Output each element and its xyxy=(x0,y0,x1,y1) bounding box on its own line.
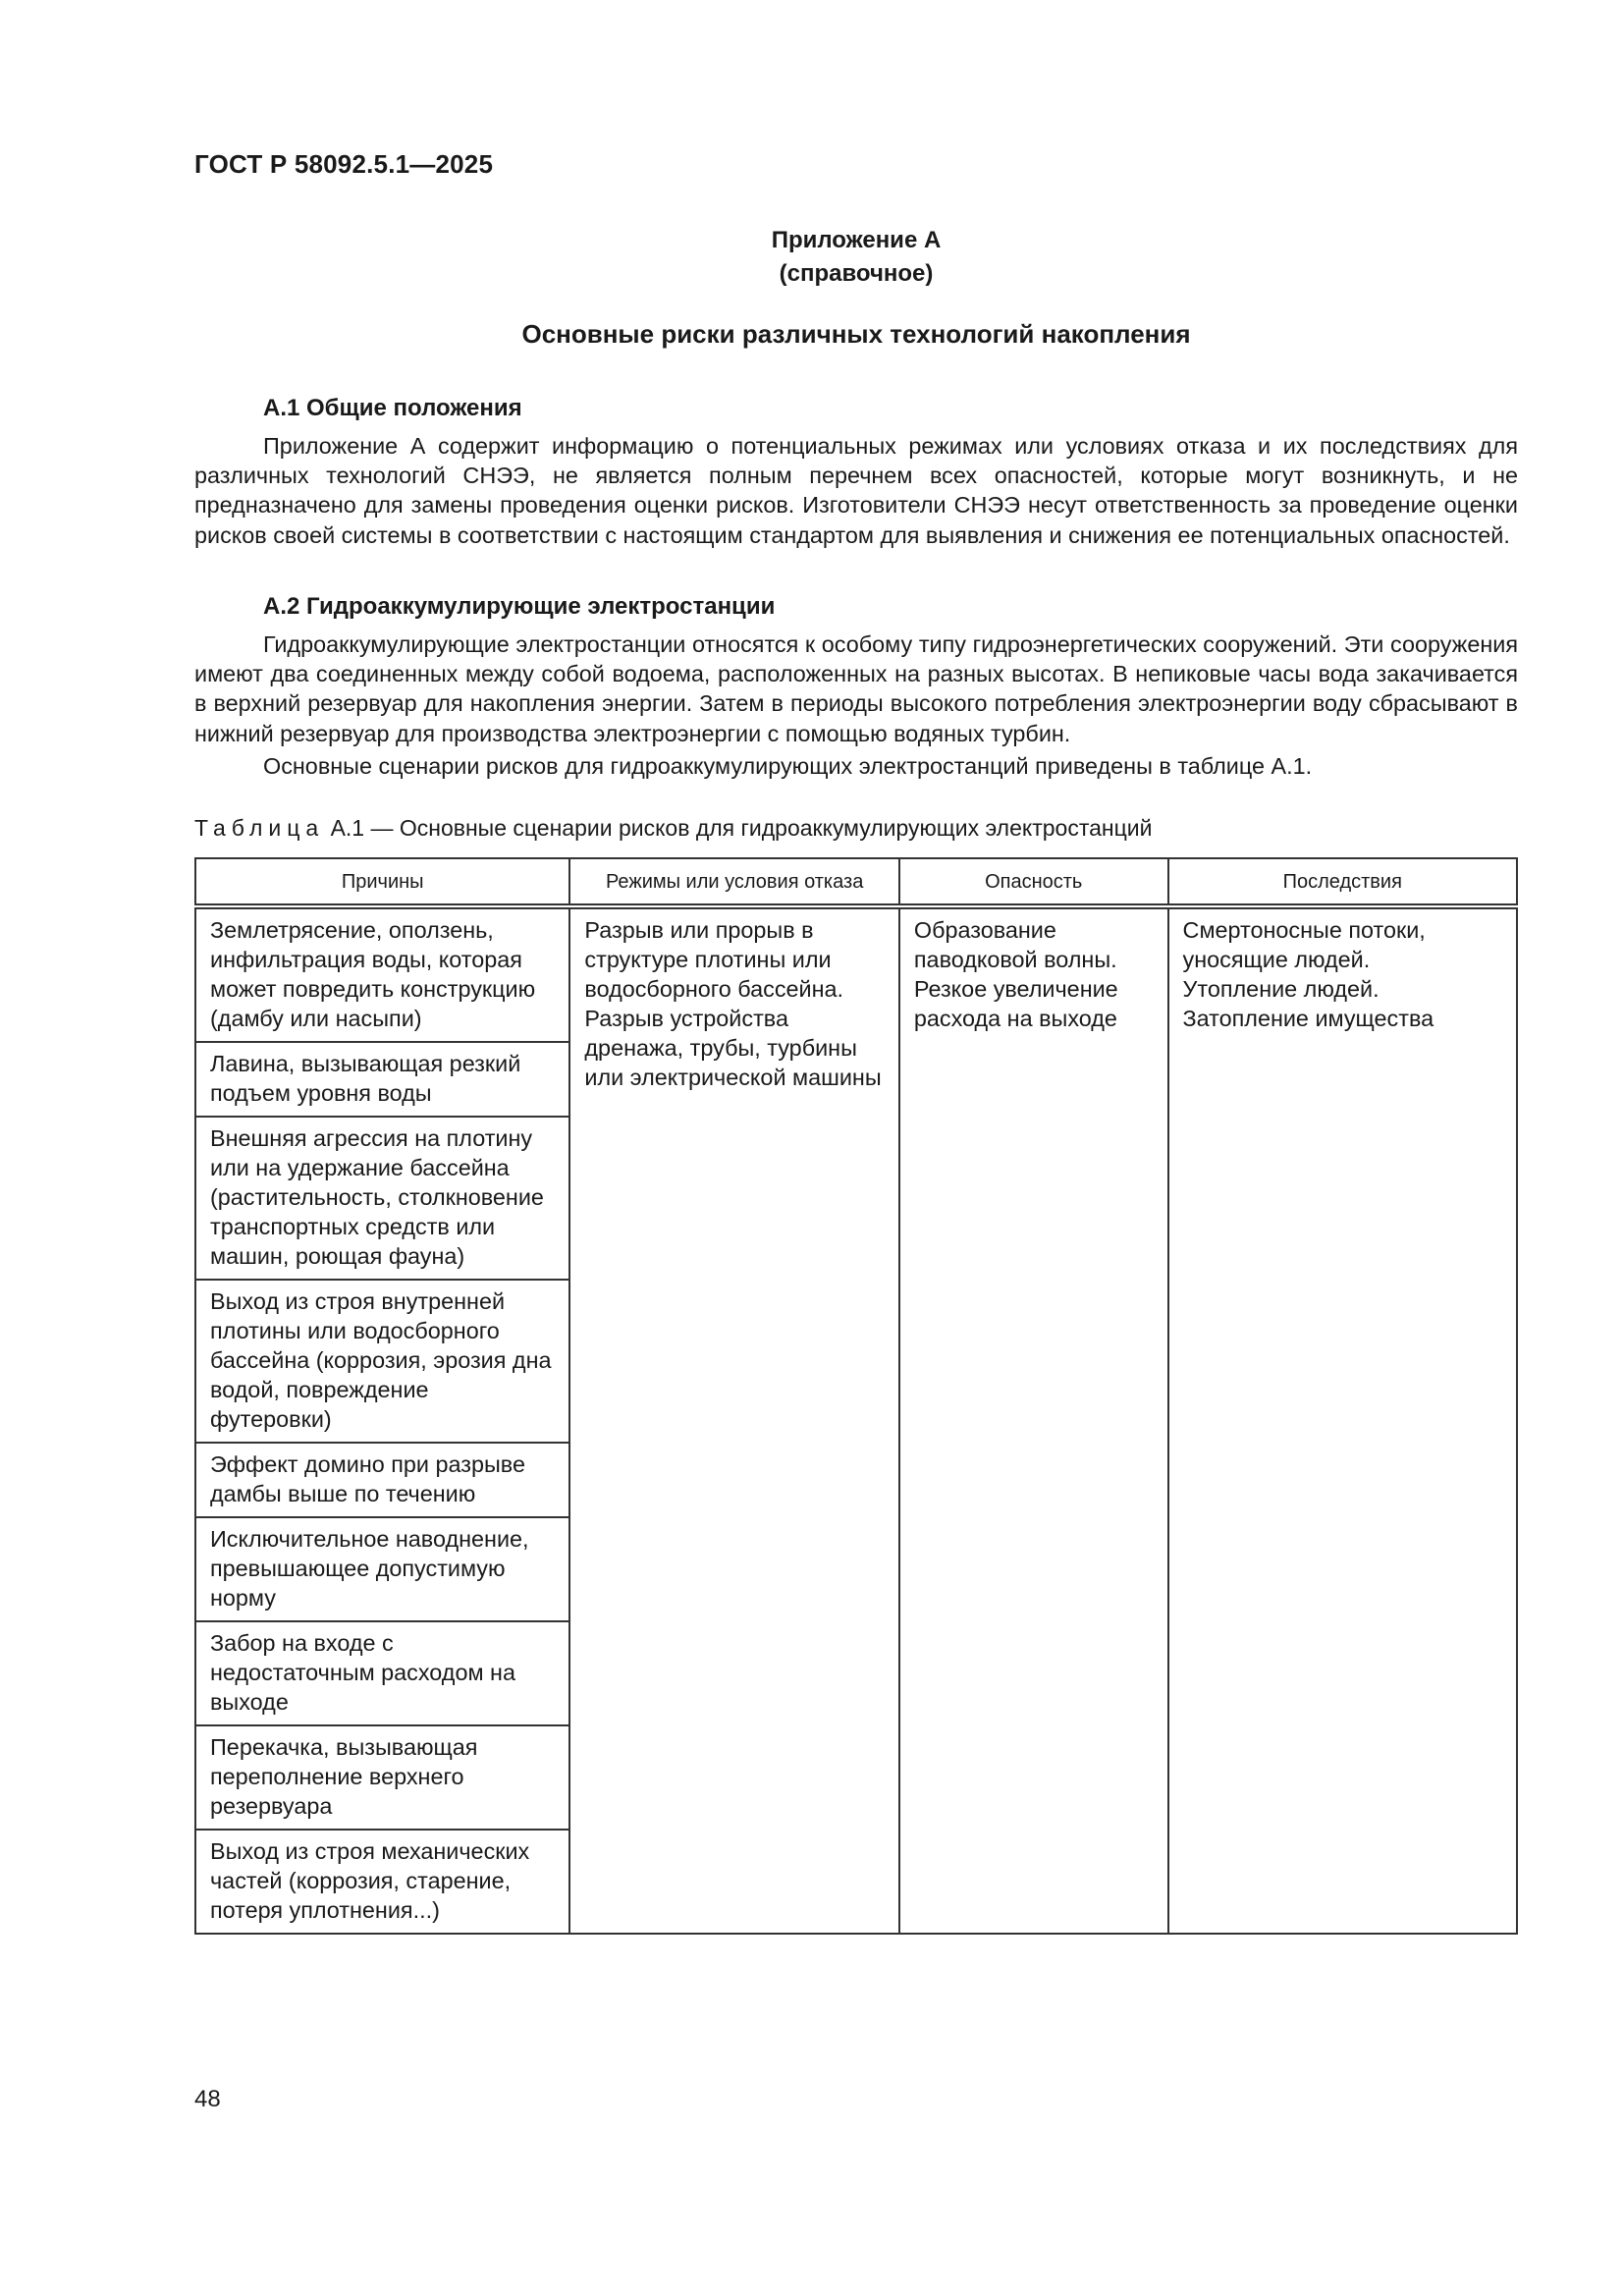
failure-mode-item: Разрыв устройства дренажа, трубы, турбины или электрической машины xyxy=(584,1006,882,1090)
cause-cell: Выход из строя внутренней плотины или водосборного бассейна (коррозия, эрозия дна водой, повреждение футеровки) xyxy=(195,1280,569,1443)
failure-mode-item: Разрыв или прорыв в структуре плотины или водосборного бассейна. xyxy=(584,917,844,1002)
appendix-heading xyxy=(194,224,1518,291)
section-heading-a2: А.2 Гидроаккумулирующие электростанции xyxy=(263,593,776,620)
table-caption xyxy=(194,815,1152,842)
consequence-item: Утопление людей. xyxy=(1182,976,1380,1002)
section-a1-paragraph: Приложение А содержит информацию о потенциальных режимах или условиях отказа и их последствиях для различных технологий СНЭЭ, не является полным перечнем всех опасностей, которые могут возникнуть, и не предназначено для замены проведения оценки рисков. Изготовители СНЭЭ несут ответственность за проведение оценки рисков своей системы в соответствии с настоящим стандартом для выявления и снижения ее потенциальных опасностей. xyxy=(194,433,1518,548)
cause-cell: Забор на входе с недостаточным расходом на выходе xyxy=(195,1621,569,1725)
table-caption-text: А.1 — Основные сценарии рисков для гидроаккумулирующих электростанций xyxy=(324,815,1153,841)
cause-cell: Выход из строя механических частей (коррозия, старение, потеря уплотнения...) xyxy=(195,1830,569,1934)
column-header-failure-modes: Режимы или условия отказа xyxy=(569,858,898,906)
hazard-item: Резкое увеличение расхода на выходе xyxy=(913,976,1118,1031)
cause-cell: Лавина, вызывающая резкий подъем уровня воды xyxy=(195,1042,569,1117)
hazard-cell xyxy=(899,906,1168,1934)
column-header-causes: Причины xyxy=(195,858,569,906)
column-header-consequences: Последствия xyxy=(1168,858,1517,906)
appendix-subtitle: (справочное) xyxy=(779,260,934,287)
cause-cell: Перекачка, вызывающая переполнение верхнего резервуара xyxy=(195,1725,569,1830)
failure-modes-cell xyxy=(569,906,898,1934)
section-a2-paragraph-2: Основные сценарии рисков для гидроаккумулирующих электростанций приведены в таблице А.1. xyxy=(263,753,1313,779)
risk-scenarios-table xyxy=(194,857,1518,1935)
cause-cell: Землетрясение, оползень, инфильтрация воды, которая может повредить конструкцию (дамбу или насыпи) xyxy=(195,906,569,1042)
table-header-row xyxy=(195,858,1517,906)
table-row xyxy=(195,906,1517,1042)
consequences-cell xyxy=(1168,906,1517,1934)
cause-cell: Исключительное наводнение, превышающее допустимую норму xyxy=(195,1517,569,1621)
table-caption-label: Таблица xyxy=(194,815,325,841)
cause-cell: Эффект домино при разрыве дамбы выше по течению xyxy=(195,1443,569,1517)
page-number: 48 xyxy=(194,2086,221,2112)
hazard-item: Образование паводковой волны. xyxy=(913,917,1117,972)
consequence-item: Затопление имущества xyxy=(1182,1006,1434,1031)
appendix-title: Приложение А xyxy=(771,227,942,253)
section-heading-a1: А.1 Общие положения xyxy=(263,395,522,421)
section-a2-paragraph-1: Гидроаккумулирующие электростанции относятся к особому типу гидроэнергетических сооружений. Эти сооружения имеют два соединенных между собой водоема, расположенных на разных высотах. В непиковые часы вода закачивается в верхний резервуар для накопления энергии. Затем в периоды высокого потребления электроэнергии воду сбрасывают в нижний резервуар для производства электроэнергии с помощью водяных турбин. xyxy=(194,631,1518,746)
cause-cell: Внешняя агрессия на плотину или на удержание бассейна (растительность, столкновение транспортных средств или машин, роющая фауна) xyxy=(195,1117,569,1280)
document-code: ГОСТ Р 58092.5.1—2025 xyxy=(194,149,494,179)
consequence-item: Смертоносные потоки, уносящие людей. xyxy=(1182,917,1426,972)
main-title: Основные риски различных технологий накопления xyxy=(521,319,1191,349)
column-header-hazard: Опасность xyxy=(899,858,1168,906)
